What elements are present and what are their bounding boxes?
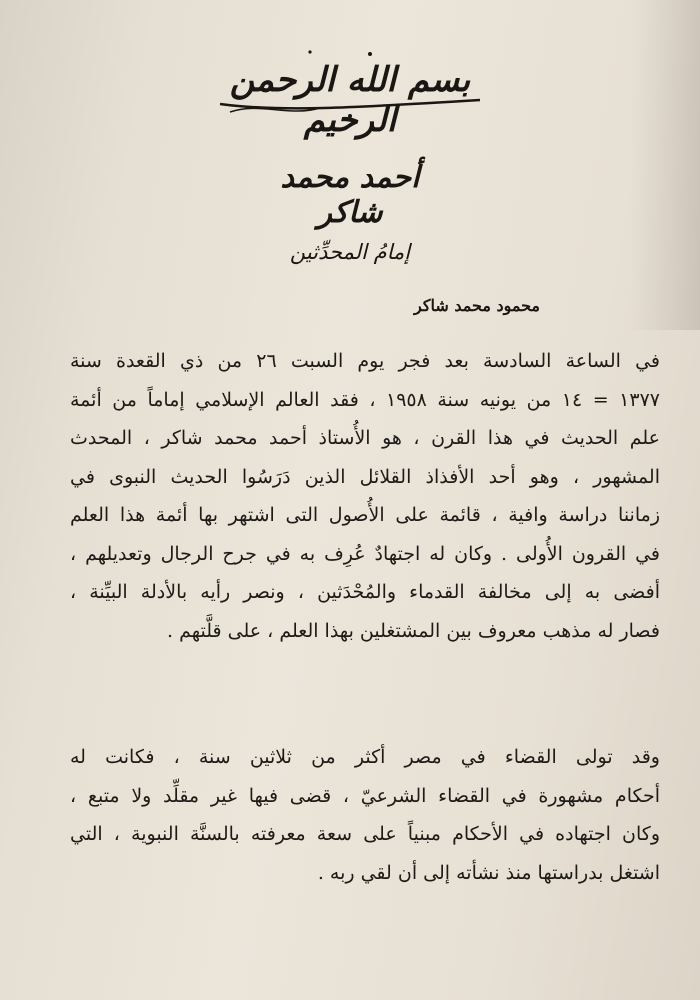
text-line: المشهور ، وهو أحد الأفذاذ القلائل الذين دَرَسُوا الحديث النبوى في (70, 465, 660, 488)
text-line: وقد تولى القضاء في مصر أكثر من ثلاثين سنة ، فكانت له (70, 746, 660, 768)
text-line: زماننا دراسة وافية ، قائمة على الأُصول التى اشتهر بها أئمة هذا العلم (70, 504, 660, 526)
page-edge-shadow (630, 0, 700, 330)
paragraph-2 (70, 738, 660, 892)
text-line: في القرون الأُولى . وكان له اجتهادٌ عُرِف به في جرح الرجال وتعديلهم ، (70, 542, 660, 565)
author-name: محمود محمد شاكر (414, 296, 540, 315)
text-line: علم الحديث في هذا القرن ، هو الأُستاذ أحمد محمد شاكر ، المحدث (70, 427, 660, 449)
text-line: في الساعة السادسة بعد فجر يوم السبت ٢٦ من ذي القعدة سنة (70, 350, 660, 372)
paragraph-1 (70, 342, 660, 650)
text-line: أفضى به إلى مخالفة القدماء والمُحْدَثين ، ونصر رأيه بالأدلة البيِّنة ، (70, 581, 660, 603)
text-line: وكان اجتهاده في الأحكام مبنياً على سعة معرفته بالسنَّة النبوية ، التي (70, 823, 660, 845)
page-subtitle: إمامُ المحدِّثين (289, 240, 411, 264)
text-line: ١٣٧٧ = ١٤ من يونيه سنة ١٩٥٨ ، فقد العالم الإسلامي إماماً من أئمة (70, 388, 660, 411)
basmala-text: بسم الله الرحمن الرحيم (229, 60, 471, 140)
text-line: فصار له مذهب معروف بين المشتغلين بهذا العلم ، على قلَّتهم . (167, 619, 660, 642)
page-title: أحمد محمد شاكر (280, 160, 420, 230)
text-line: اشتغل بدراستها منذ نشأته إلى أن لقي ربه . (317, 861, 660, 884)
basmala-calligraphy (200, 42, 500, 140)
text-line: أحكام مشهورة في القضاء الشرعيّ ، قضى فيها غير مقلِّد ولا متبع ، (70, 784, 660, 807)
